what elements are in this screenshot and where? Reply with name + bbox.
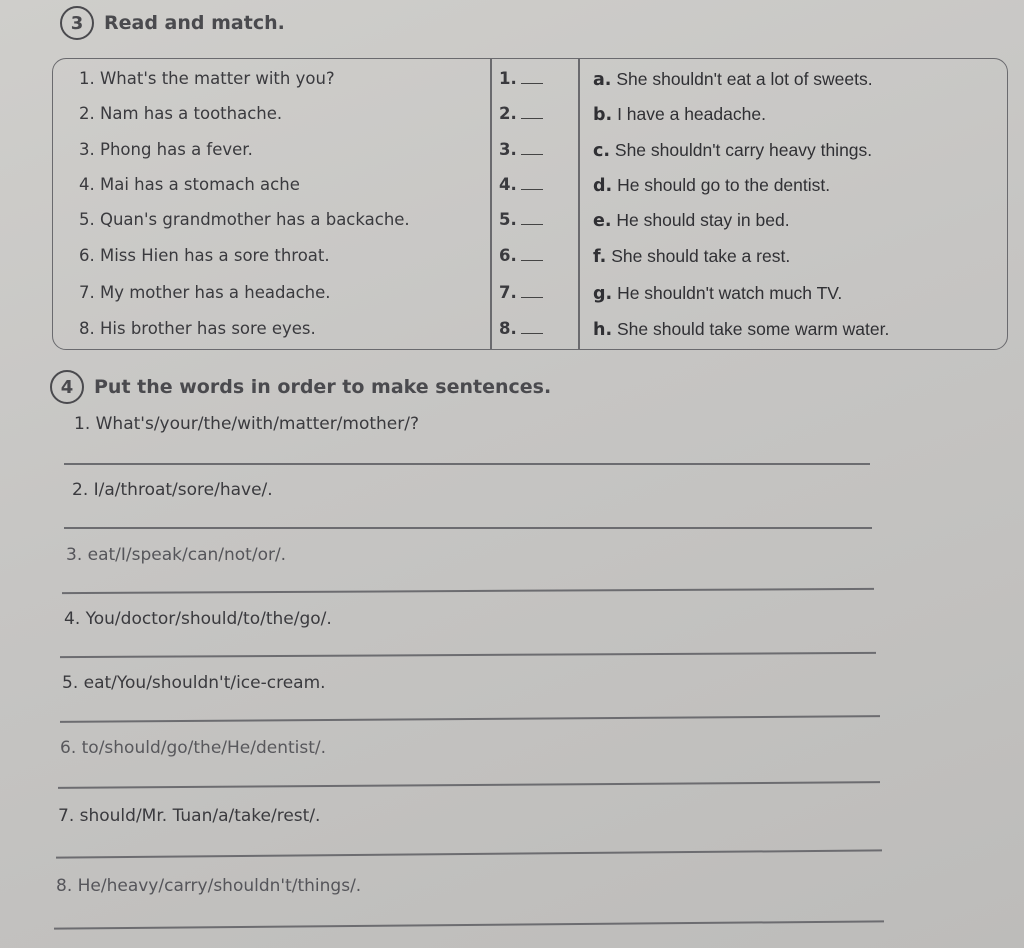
answer-line[interactable]	[64, 463, 870, 465]
word-order-prompt: 4. You/doctor/should/to/the/go/.	[64, 609, 332, 629]
answer-line[interactable]	[58, 781, 880, 788]
section-4-number: 4	[50, 370, 84, 404]
word-order-prompt: 2. I/a/throat/sore/have/.	[72, 480, 273, 500]
match-answer-slot[interactable]: 8.	[499, 319, 543, 338]
match-answer-slot[interactable]: 6.	[499, 246, 543, 265]
word-order-prompt: 3. eat/I/speak/can/not/or/.	[66, 545, 287, 565]
word-order-prompt: 5. eat/You/shouldn't/ice-cream.	[62, 673, 326, 693]
match-question: 7. My mother has a headache.	[79, 283, 331, 302]
match-question: 8. His brother has sore eyes.	[79, 319, 316, 338]
answer-line[interactable]	[60, 652, 876, 658]
match-question: 1. What's the matter with you?	[79, 69, 335, 88]
match-answer: e. He should stay in bed.	[593, 210, 790, 231]
word-order-prompt: 7. should/Mr. Tuan/a/take/rest/.	[58, 806, 321, 826]
match-answer: d. He should go to the dentist.	[593, 175, 831, 196]
match-answer: g. He shouldn't watch much TV.	[593, 283, 843, 304]
match-answer-slot[interactable]: 5.	[499, 210, 543, 229]
section-4-title: Put the words in order to make sentences.	[94, 376, 552, 398]
answer-line[interactable]	[62, 588, 874, 594]
match-answer: b. I have a headache.	[593, 104, 766, 125]
section-3-title: Read and match.	[104, 12, 285, 34]
match-answer: a. She shouldn't eat a lot of sweets.	[593, 69, 873, 90]
match-question: 4. Mai has a stomach ache	[79, 175, 300, 194]
match-answer-slot[interactable]: 7.	[499, 283, 543, 302]
match-answer-slot[interactable]: 2.	[499, 104, 543, 123]
match-question: 3. Phong has a fever.	[79, 140, 253, 159]
match-answer: c. She shouldn't carry heavy things.	[593, 140, 873, 161]
match-question: 2. Nam has a toothache.	[79, 104, 283, 123]
answer-line[interactable]	[64, 527, 872, 529]
answer-line[interactable]	[54, 920, 884, 929]
match-answer-slot[interactable]: 4.	[499, 175, 543, 194]
match-question: 6. Miss Hien has a sore throat.	[79, 246, 330, 265]
match-answer-slot[interactable]: 3.	[499, 140, 543, 159]
word-order-prompt: 6. to/should/go/the/He/dentist/.	[60, 738, 327, 758]
match-answer: h. She should take some warm water.	[593, 319, 890, 340]
match-question: 5. Quan's grandmother has a backache.	[79, 210, 410, 229]
answer-line[interactable]	[56, 849, 882, 858]
answer-line[interactable]	[60, 715, 880, 722]
word-order-prompt: 8. He/heavy/carry/shouldn't/things/.	[56, 876, 362, 896]
section-3-number: 3	[60, 6, 94, 40]
match-answer: f. She should take a rest.	[593, 246, 791, 267]
match-answer-slot[interactable]: 1.	[499, 69, 543, 88]
word-order-prompt: 1. What's/your/the/with/matter/mother/?	[74, 414, 420, 434]
